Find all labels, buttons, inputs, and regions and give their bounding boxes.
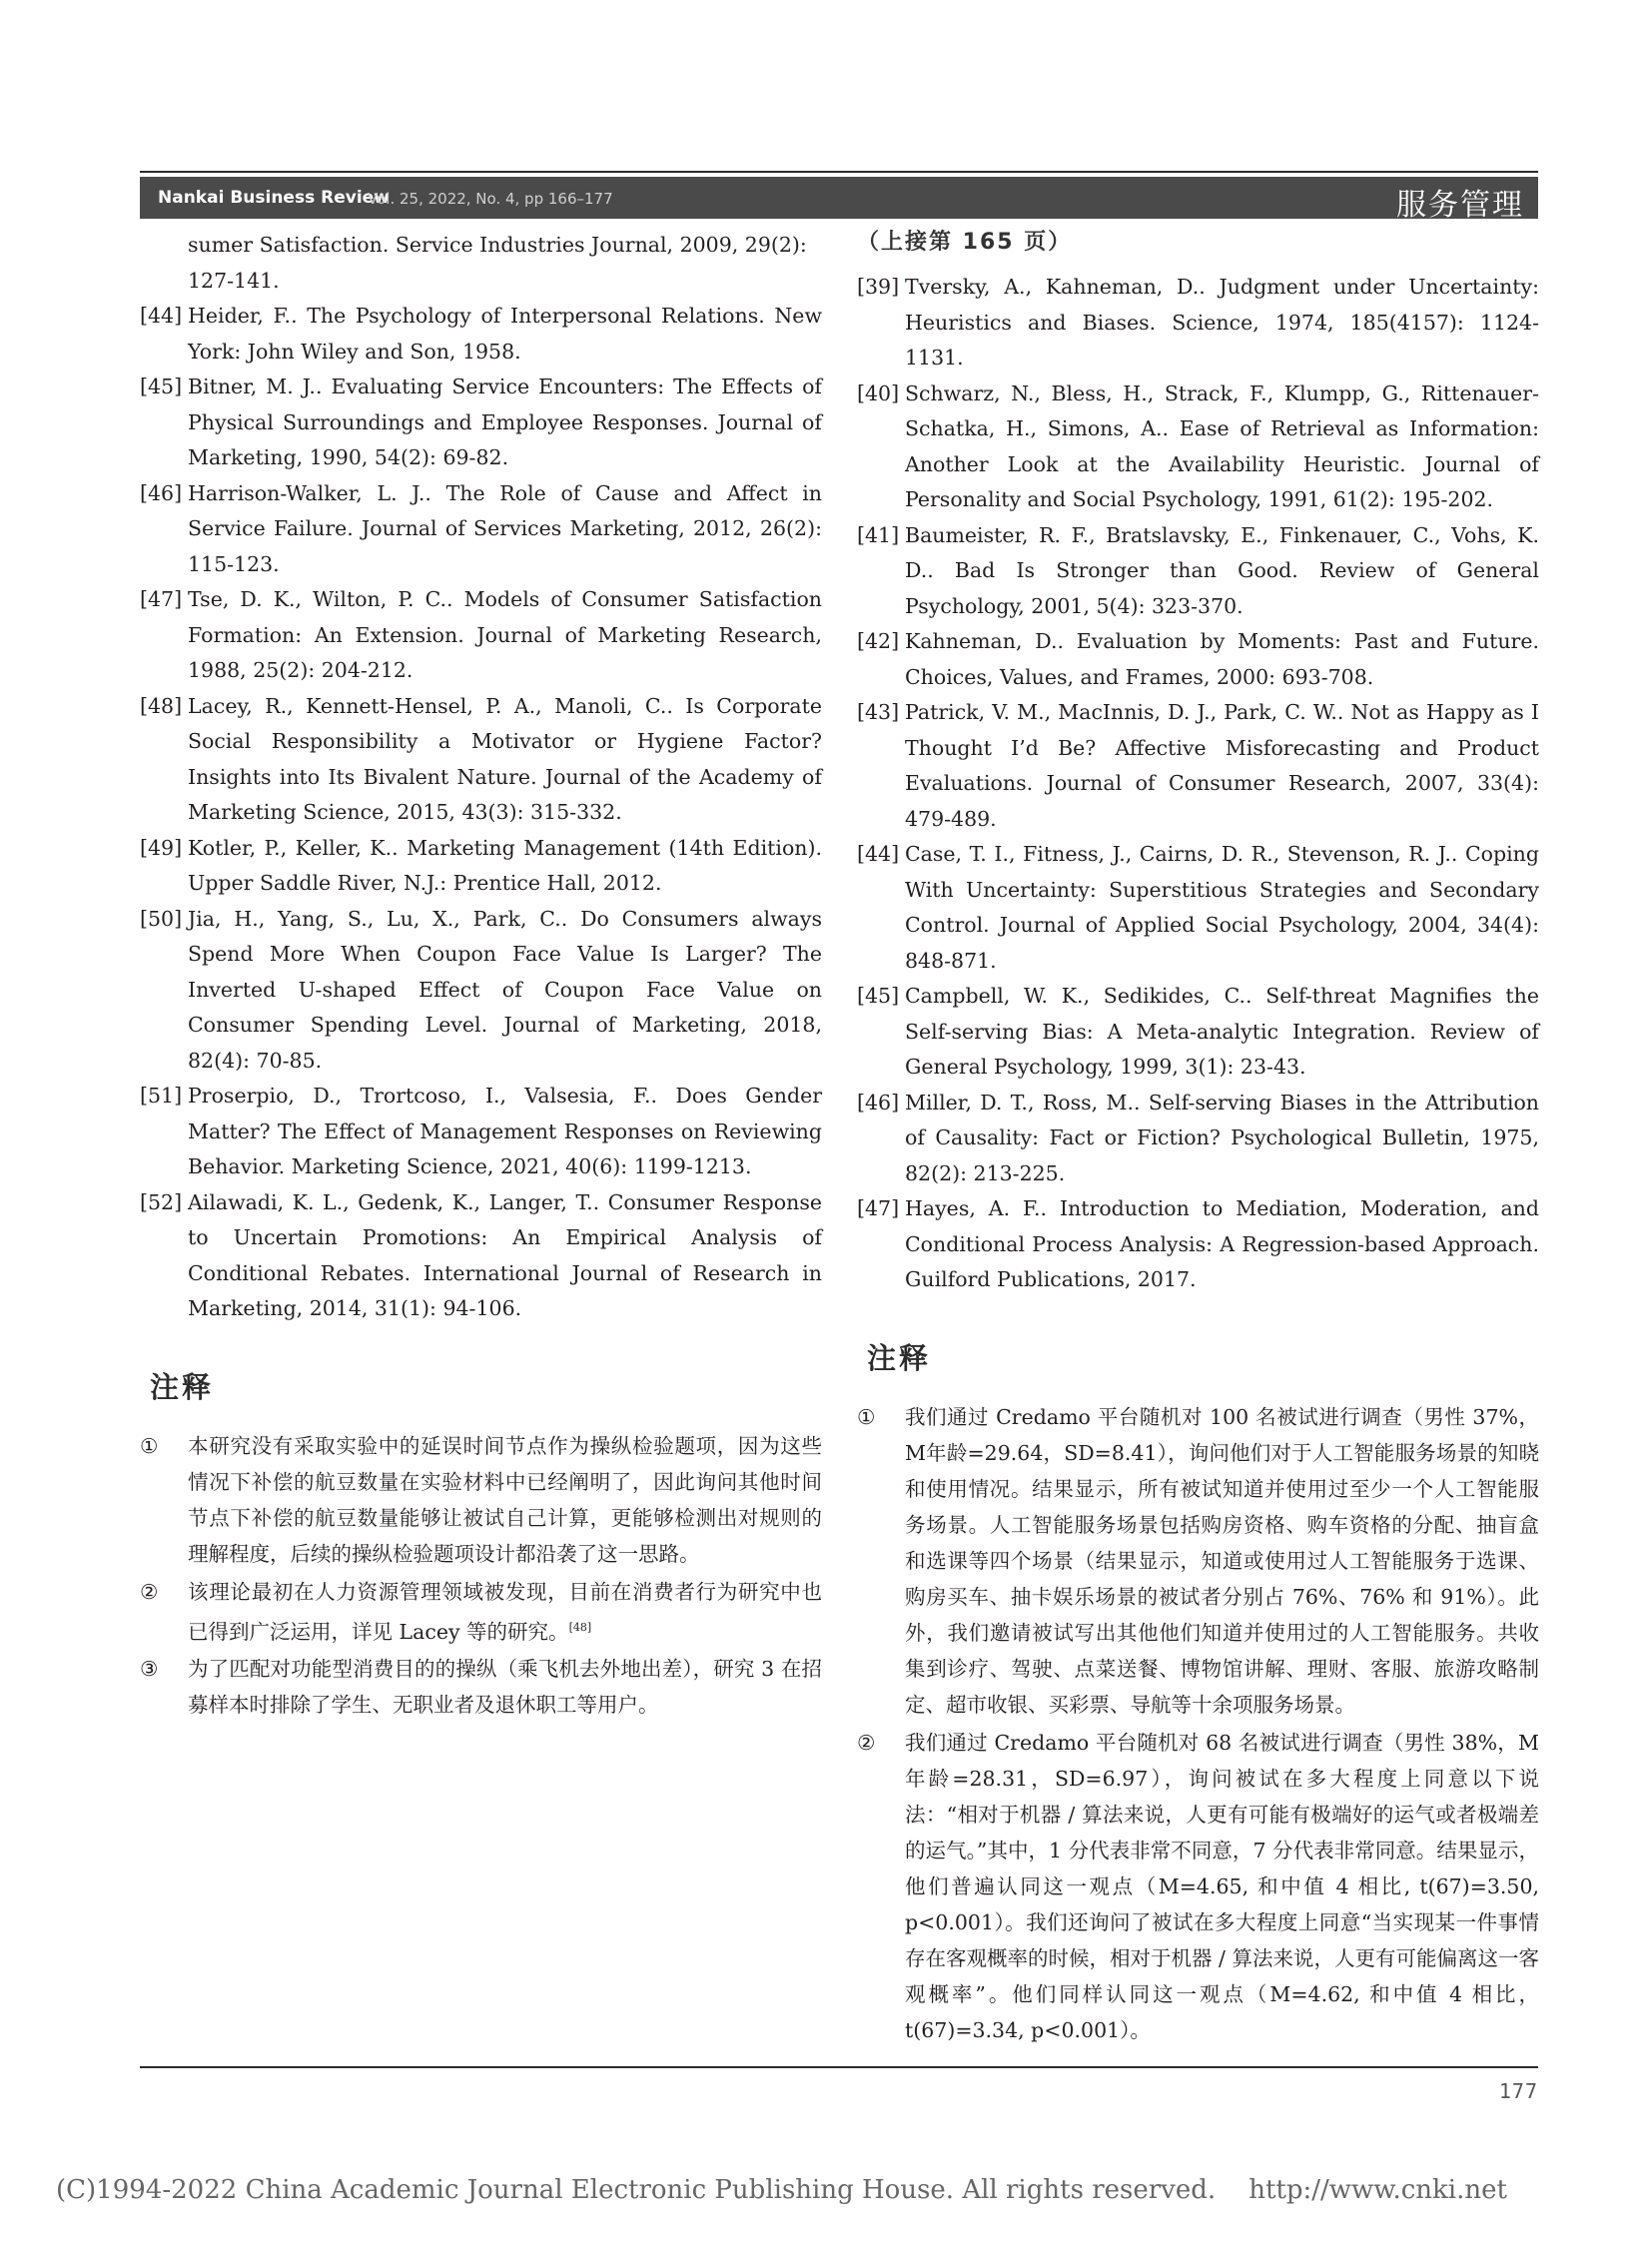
reference-text: Case, T. I., Fitness, J., Cairns, D. R., Stevenson, R. J.. Coping With Uncertainty: Superstitious Strategies and Secondary Control. Journal of Applied Social Psychology, 2004, 34(4): 848-871. xyxy=(905,842,1539,973)
reference-text: Miller, D. T., Ross, M.. Self-serving Biases in the Attribution of Causality: Fact or Fiction? Psychological Bulletin, 1975, 82(2): 213-225. xyxy=(905,1090,1539,1185)
right-notes-list xyxy=(857,1399,1539,2048)
left-reference-list xyxy=(140,299,822,1327)
note-text: 我们通过 Credamo 平台随机对 100 名被试进行调查（男性 37%，M年龄=29.64，SD=8.41），询问他们对于人工智能服务场景的知晓和使用情况。结果显示，所有被试知道并使用过至少一个人工智能服务场景。人工智能服务场景包括购房资格、购车资格的分配、抽盲盒和选课等四个场景（结果显示，知道或使用过人工智能服务于选课、购房买车、抽卡娱乐场景的被试者分别占 76%、76% 和 91%）。此外，我们邀请被试写出其他他们知道并使用过的人工智能服务。共收集到诊疗、驾驶、点菜送餐、博物馆讲解、理财、客服、旅游攻略制定、超市收银、买彩票、导航等十余项服务场景。 xyxy=(905,1404,1539,1717)
reference-number: [43] xyxy=(857,700,900,724)
reference-text: Tversky, A., Kahneman, D.. Judgment under Uncertainty: Heuristics and Biases. Science, 1974, 185(4157): 1124-1131. xyxy=(905,275,1539,370)
reference-item xyxy=(857,837,1539,979)
reference-number: [45] xyxy=(140,374,183,398)
footer-rule xyxy=(140,2066,1538,2068)
reference-number: [48] xyxy=(140,693,183,718)
reference-number: [41] xyxy=(857,522,900,547)
continued-from-label: （上接第 165 页） xyxy=(857,230,1073,255)
note-item xyxy=(140,1428,822,1572)
reference-item xyxy=(140,1079,822,1185)
note-item xyxy=(140,1651,822,1723)
left-column xyxy=(140,228,822,1725)
reference-text: Lacey, R., Kennett-Hensel, P. A., Manoli, C.. Is Corporate Social Responsibility a Motivator or Hygiene Factor? Insights into Its Bivalent Nature. Journal of the Academy of Marketing Science, 2015, 43(3): 315-332. xyxy=(188,693,822,824)
reference-text: Tse, D. K., Wilton, P. C.. Models of Consumer Satisfaction Formation: An Extension. Journal of Marketing Research, 1988, 25(2): 204-212. xyxy=(188,587,822,682)
header-rule xyxy=(140,171,1538,173)
note-item xyxy=(140,1574,822,1650)
copyright-notice: (C)1994-2022 China Academic Journal Electronic Publishing House. All rights reserved. http://www.cnki.net xyxy=(56,2175,1507,2205)
note-marker: ② xyxy=(857,1730,876,1755)
reference-continuation: sumer Satisfaction. Service Industries Journal, 2009, 29(2): 127-141. xyxy=(188,233,807,293)
reference-item xyxy=(857,270,1539,376)
reference-item xyxy=(140,1185,822,1327)
reference-text: Patrick, V. M., MacInnis, D. J., Park, C. W.. Not as Happy as I Thought I’d Be? Affective Misforecasting and Product Evaluations. Journal of Consumer Research, 2007, 33(4): 479-489. xyxy=(905,700,1539,831)
running-header xyxy=(140,177,1538,223)
reference-text: Kahneman, D.. Evaluation by Moments: Past and Future. Choices, Values, and Frames, 2000: 693-708. xyxy=(905,629,1539,689)
reference-text: Hayes, A. F.. Introduction to Mediation, Moderation, and Conditional Process Analysis: A Regression-based Approach. Guilford Publications, 2017. xyxy=(905,1196,1539,1291)
reference-item xyxy=(140,476,822,583)
note-text: 本研究没有采取实验中的延误时间节点作为操纵检验题项，因为这些情况下补偿的航豆数量在实验材料中已经阐明了，因此询问其他时间节点下补偿的航豆数量能够让被试自己计算，更能够检测出对规则的理解程度，后续的操纵检验题项设计都沿袭了这一思路。 xyxy=(188,1433,822,1566)
reference-item xyxy=(857,624,1539,695)
reference-item xyxy=(857,518,1539,625)
reference-number: [45] xyxy=(857,984,900,1008)
reference-number: [46] xyxy=(140,480,183,505)
reference-number: [51] xyxy=(140,1084,183,1108)
reference-item xyxy=(140,902,822,1080)
reference-number: [49] xyxy=(140,835,183,860)
reference-number: [47] xyxy=(857,1196,900,1220)
reference-item xyxy=(857,695,1539,837)
note-marker: ① xyxy=(857,1404,876,1429)
reference-number: [52] xyxy=(140,1189,183,1214)
page-number: 177 xyxy=(1498,2079,1538,2103)
section-name: 服务管理 xyxy=(1396,188,1524,223)
reference-item xyxy=(140,689,822,831)
reference-text: Proserpio, D., Trortcoso, I., Valsesia, F.. Does Gender Matter? The Effect of Management Responses on Reviewing Behavior. Marketing Science, 2021, 40(6): 1199-1213. xyxy=(188,1084,822,1178)
note-marker: ② xyxy=(140,1579,159,1604)
left-notes-list xyxy=(140,1428,822,1724)
reference-item xyxy=(857,979,1539,1086)
journal-name: Nankai Business Review xyxy=(158,188,390,208)
reference-item xyxy=(857,376,1539,518)
reference-number: [42] xyxy=(857,629,900,653)
notes-title: 注释 xyxy=(150,1369,215,1404)
reference-text: Jia, H., Yang, S., Lu, X., Park, C.. Do Consumers always Spend More When Coupon Face Value Is Larger? The Inverted U-shaped Effect of Coupon Face Value on Consumer Spending Level. Journal of Marketing, 2018, 82(4): 70-85. xyxy=(188,906,822,1073)
reference-item xyxy=(140,582,822,689)
reference-number: [46] xyxy=(857,1090,900,1115)
note-item xyxy=(857,1399,1539,1723)
reference-item xyxy=(140,299,822,370)
reference-item xyxy=(140,370,822,476)
reference-item xyxy=(857,1191,1539,1298)
reference-text: Ailawadi, K. L., Gedenk, K., Langer, T.. Consumer Response to Uncertain Promotions: An Empirical Analysis of Conditional Rebates. International Journal of Research in Marketing, 2014, 31(1): 94-106. xyxy=(188,1189,822,1320)
note-text: 为了匹配对功能型消费目的的操纵（乘飞机去外地出差），研究 3 在招募样本时排除了学生、无职业者及退休职工等用户。 xyxy=(188,1657,822,1718)
note-marker: ③ xyxy=(140,1657,159,1682)
citation-superscript: [48] xyxy=(568,1620,592,1634)
reference-number: [39] xyxy=(857,275,900,299)
right-reference-list xyxy=(857,270,1539,1298)
reference-text: Kotler, P., Keller, K.. Marketing Management (14th Edition). Upper Saddle River, N.J.: Prentice Hall, 2012. xyxy=(188,835,822,895)
reference-number: [40] xyxy=(857,380,900,405)
reference-number: [44] xyxy=(857,842,900,866)
reference-number: [47] xyxy=(140,587,183,611)
reference-item xyxy=(140,831,822,902)
note-marker: ① xyxy=(140,1433,159,1458)
volume-info: Vol. 25, 2022, No. 4, pp 166–177 xyxy=(368,190,613,208)
reference-text: Heider, F.. The Psychology of Interpersonal Relations. New York: John Wiley and Son, 1958. xyxy=(188,304,822,364)
reference-text: Schwarz, N., Bless, H., Strack, F., Klumpp, G., Rittenauer-Schatka, H., Simons, A.. Ease of Retrieval as Information: Another Look at the Availability Heuristic. Journal of Personality and Social Psychology, 1991, 61(2): 195-202. xyxy=(905,380,1539,511)
reference-text: Campbell, W. K., Sedikides, C.. Self-threat Magnifies the Self-serving Bias: A Meta-analytic Integration. Review of General Psychology, 1999, 3(1): 23-43. xyxy=(905,984,1539,1079)
right-column xyxy=(857,228,1539,2050)
reference-text: Bitner, M. J.. Evaluating Service Encounters: The Effects of Physical Surroundings and Employee Responses. Journal of Marketing, 1990, 54(2): 69-82. xyxy=(188,374,822,469)
reference-number: [44] xyxy=(140,304,183,328)
reference-number: [50] xyxy=(140,906,183,931)
note-text: 我们通过 Credamo 平台随机对 68 名被试进行调查（男性 38%，M年龄=28.31，SD=6.97），询问被试在多大程度上同意以下说法：“相对于机器 / 算法来说，人更有可能有极端好的运气或者极端差的运气。”其中，1 分代表非常不同意，7 分代表非常同意。结果显示，他们普遍认同这一观点（M=4.65, 和中值 4 相比, t(67)=3.50, p<0.001）。我们还询问了被试在多大程度上同意“当实现某一件事情存在客观概率的时候，相对于机器 / 算法来说，人更有可能偏离这一客观概率”。他们同样认同这一观点（M=4.62, 和中值 4 相比，t(67)=3.34, p<0.001）。 xyxy=(905,1730,1539,2042)
notes-title: 注释 xyxy=(867,1340,932,1375)
reference-text: Baumeister, R. F., Bratslavsky, E., Finkenauer, C., Vohs, K. D.. Bad Is Stronger than Good. Review of General Psychology, 2001, 5(4): 323-370. xyxy=(905,522,1539,618)
note-item xyxy=(857,1725,1539,2048)
note-text: 该理论最初在人力资源管理领域被发现，目前在消费者行为研究中也已得到广泛运用，详见 Lacey 等的研究。 xyxy=(188,1579,822,1644)
reference-item xyxy=(857,1086,1539,1192)
reference-text: Harrison-Walker, L. J.. The Role of Cause and Affect in Service Failure. Journal of Services Marketing, 2012, 26(2): 115-123. xyxy=(188,480,822,576)
